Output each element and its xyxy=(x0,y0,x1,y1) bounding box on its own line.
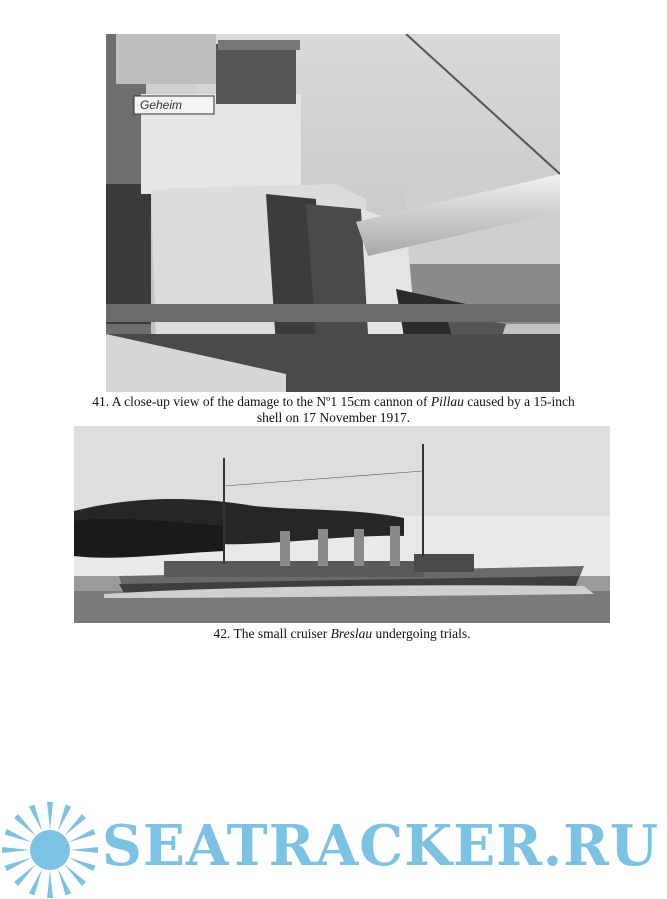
caption-41-line-2: shell on 17 November 1917. xyxy=(256,410,411,425)
caption-42-text-post: undergoing trials. xyxy=(372,626,471,641)
photo-cruiser-trials xyxy=(74,426,610,623)
watermark xyxy=(0,800,667,899)
figure-42-caption xyxy=(74,626,610,642)
caption-41-text-post: caused by a 15-inch xyxy=(463,394,575,409)
caption-42-number: 42. xyxy=(213,626,231,641)
caption-41-number: 41. xyxy=(92,394,110,409)
caption-42-text-pre: The small cruiser xyxy=(233,626,331,641)
caption-42-ship-name: Breslau xyxy=(330,626,373,641)
figure-41-caption xyxy=(70,394,597,426)
caption-42-line-1 xyxy=(74,626,610,642)
photo-sign-text: Geheim xyxy=(140,98,183,112)
caption-41-ship-name: Pillau xyxy=(430,394,464,409)
sun-burst-icon xyxy=(0,800,100,899)
caption-41-line-1 xyxy=(70,394,597,410)
caption-41-text-pre: A close-up view of the damage to the Nº1 15cm cannon of xyxy=(111,394,431,409)
photo-gun-damage xyxy=(106,34,560,392)
watermark-text: SEATRACKER.RU xyxy=(102,813,660,879)
